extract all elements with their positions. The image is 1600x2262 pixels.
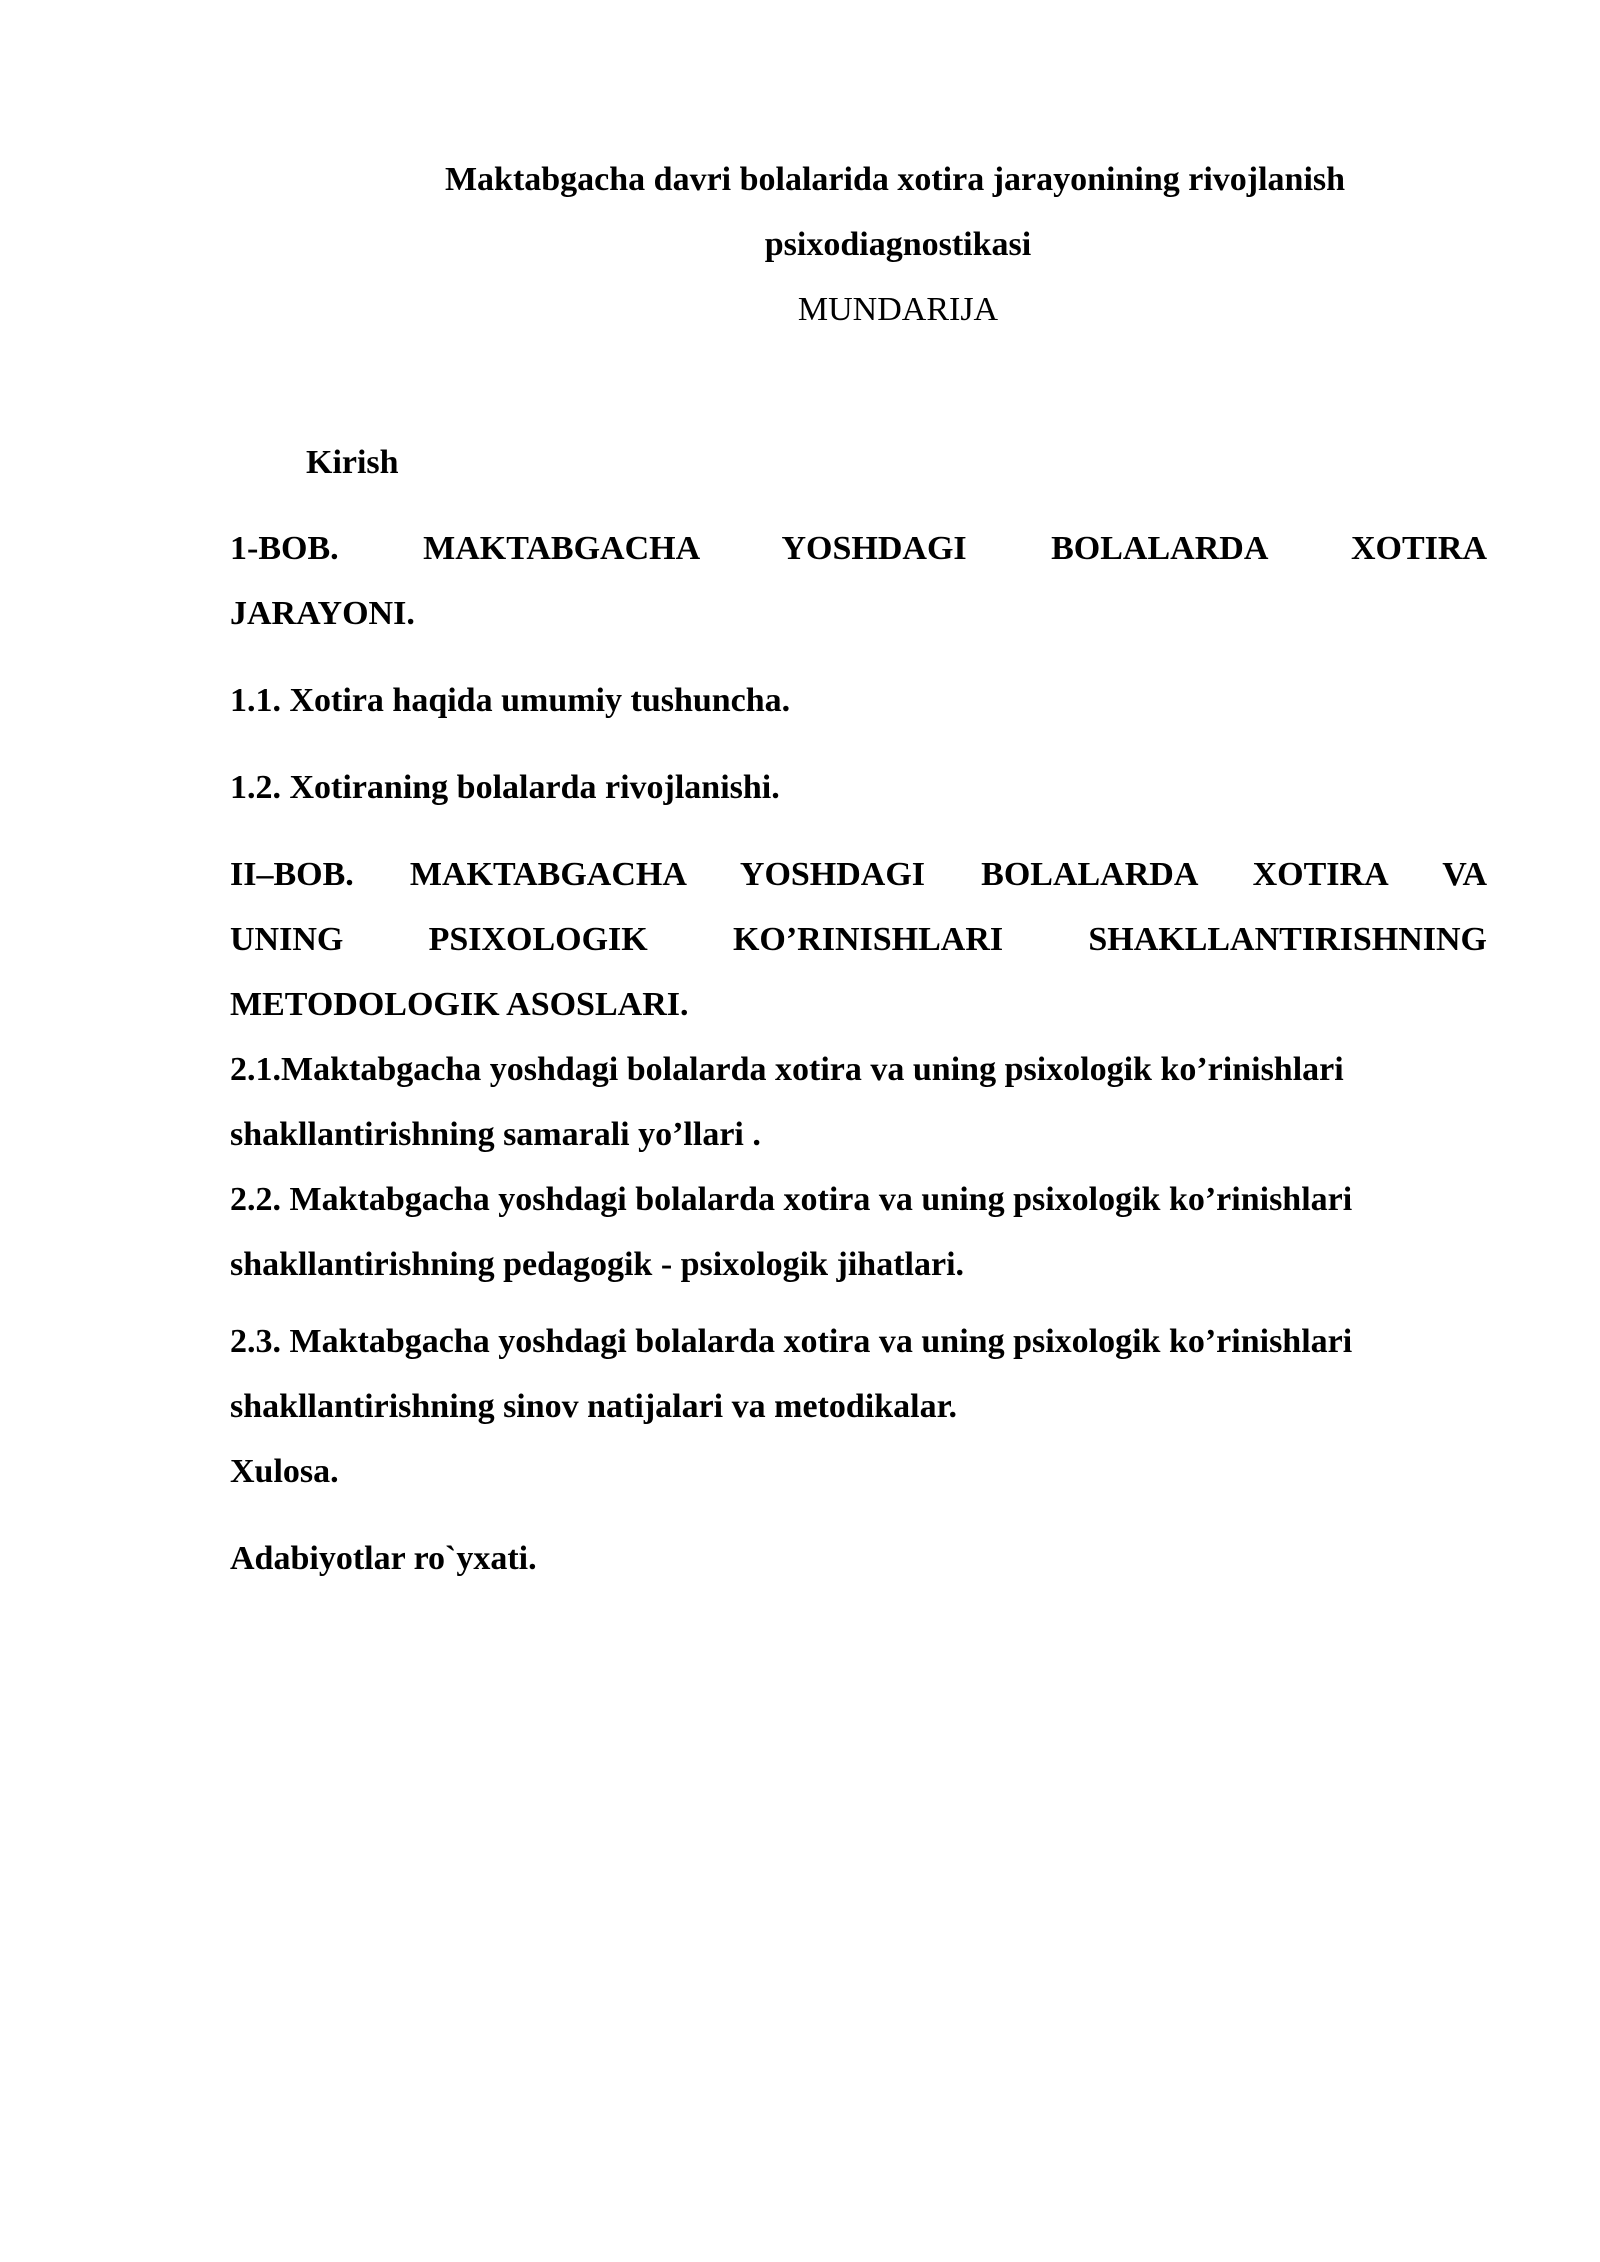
document-title-line-2: psixodiagnostikasi	[764, 226, 1032, 263]
toc-chapter-2-line-2: UNING PSIXOLOGIK KO’RINISHLARI SHAKLLANTIRISHNING	[230, 921, 1487, 958]
toc-section-2-2-line-1: 2.2. Maktabgacha yoshdagi bolalarda xotira va uning psixologik ko’rinishlari	[230, 1181, 1353, 1218]
toc-chapter-2-line-3: METODOLOGIK ASOSLARI.	[230, 986, 689, 1023]
toc-chapter-1-line-1: 1-BOB. MAKTABGACHA YOSHDAGI BOLALARDA XOTIRA	[230, 530, 1487, 567]
contents-heading: MUNDARIJA	[797, 291, 999, 328]
toc-section-2-2-line-2: shakllantirishning pedagogik - psixologik jihatlari.	[230, 1246, 965, 1283]
document-title-line-1: Maktabgacha davri bolalarida xotira jarayonining rivojlanish	[444, 161, 1346, 198]
toc-chapter-2-line-1: II–BOB. MAKTABGACHA YOSHDAGI BOLALARDA XOTIRA VA	[230, 856, 1487, 893]
toc-entry-references: Adabiyotlar ro`yxati.	[230, 1540, 537, 1577]
toc-entry-intro: Kirish	[306, 444, 399, 481]
toc-section-2-3-line-1: 2.3. Maktabgacha yoshdagi bolalarda xotira va uning psixologik ko’rinishlari	[230, 1323, 1353, 1360]
toc-section-2-1-line-1: 2.1.Maktabgacha yoshdagi bolalarda xotira va uning psixologik ko’rinishlari	[230, 1051, 1344, 1088]
toc-entry-section-1-1: 1.1. Xotira haqida umumiy tushuncha.	[230, 682, 791, 719]
toc-chapter-1-line-2: JARAYONI.	[230, 595, 415, 632]
toc-section-2-1-line-2: shakllantirishning samarali yo’llari .	[230, 1116, 761, 1153]
toc-section-2-3-line-2: shakllantirishning sinov natijalari va metodikalar.	[230, 1388, 958, 1425]
toc-entry-section-1-2: 1.2. Xotiraning bolalarda rivojlanishi.	[230, 769, 780, 806]
toc-entry-conclusion: Xulosa.	[230, 1453, 339, 1490]
